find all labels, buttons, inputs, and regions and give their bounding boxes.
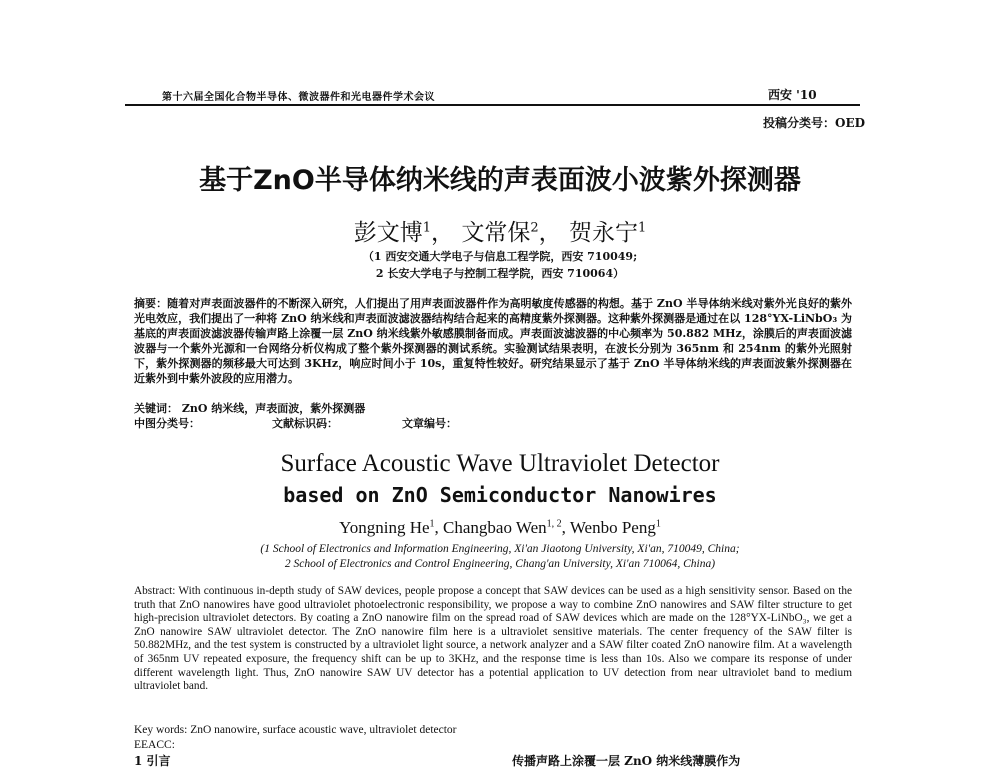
affiliation-cn-2: 2 长安大学电子与控制工程学院，西安 710064）	[375, 267, 625, 280]
doc-code-label: 文献标识码：	[272, 417, 338, 430]
author-sup: 1	[429, 518, 435, 530]
conference-header: 第十六届全国化合物半导体、微波器件和光电器件学术会议	[162, 92, 435, 103]
title-chinese: 基于ZnO半导体纳米线的声表面波小波紫外探测器	[199, 165, 801, 196]
abstract-english: Abstract: With continuous in-depth study of SAW devices, people propose a concept that SAW devices can be used as a high sensitivity sensor. Based on the truth that ZnO nanowires have good ultraviolet photoelectronic responsibility, we propose a way to combine ZnO nanowires and SAW filter structure to get high-precision ultraviolet detectors. By coating a ZnO nanowire film on the spread road of SAW devices which are made on the 128°YX-LiNbO₃, we get a ZnO nanowire SAW ultraviolet detector. The ZnO nanowire film here is a ultraviolet sensitive materials. The center frequency of the SAW filter is 50.882MHz, and the test system is constructed by a ultraviolet light source, a network analyzer and a SAW filter coated ZnO nanowire film. At a wavelength of 365nm UV repeated exposure, the frequency shift can be up to 3KHz, and the response time is less than 10s. Also we compare its response of under different wavelength light. Thus, ZnO nanowire SAW UV detector has a potential application to UV detection from near ultraviolet band to medium ultraviolet band.	[134, 585, 852, 693]
title-english-line2: based on ZnO Semiconductor Nanowires	[283, 483, 717, 507]
authors-english	[0, 518, 1000, 538]
eeacc-label: EEACC:	[134, 739, 175, 751]
abstract-cn-label: 摘要：	[134, 297, 168, 310]
submission-classification: 投稿分类号：OED	[762, 116, 865, 130]
header-rule	[125, 104, 860, 106]
author-sup: 1	[637, 220, 647, 236]
section-heading-partial: 1 引言	[134, 754, 171, 768]
author-cn: 彭文博	[353, 220, 423, 246]
author-sep: ，	[431, 220, 455, 246]
author-en: Wenbo Peng	[569, 518, 656, 537]
clc-label: 中图分类号：	[134, 417, 200, 430]
article-no-label: 文章编号：	[402, 417, 457, 430]
body-text-partial: 传播声路上涂覆一层 ZnO 纳米线薄膜作为	[512, 754, 741, 768]
keywords-english: Key words: ZnO nanowire, surface acoustic wave, ultraviolet detector	[134, 724, 457, 736]
title-english-line1: Surface Acoustic Wave Ultraviolet Detector	[280, 450, 720, 477]
author-sup: 1	[422, 220, 432, 236]
affiliation-cn-1: （1 西安交通大学电子与信息工程学院，西安 710049;	[362, 250, 638, 263]
keywords-chinese: 关键词： ZnO 纳米线，声表面波，紫外探测器	[134, 402, 366, 415]
author-en: Changbao Wen	[443, 518, 547, 537]
author-sup: 1, 2	[546, 518, 562, 530]
author-sup: 2	[530, 220, 539, 236]
author-cn: 文常保	[461, 220, 531, 246]
abstract-cn-text: 随着对声表面波器件的不断深入研究，人们提出了用声表面波器件作为高明敏度传感器的构想。基于 ZnO 半导体纳米线对紫外光良好的紫外光电效应，我们提出了一种将 ZnO 纳米线和声表面波滤波器结构结合起来的高精度紫外探测器。这种紫外探测器是通过在以 128°YX-LiNbO₃ 为基底的声表面波滤波器传输声路上涂覆一层 ZnO 纳米线紫外敏感膜制备而成。声表面波滤波器的中心频率为 50.882 MHz，涂膜后的声表面波滤波器与一个紫外光源和一台网络分析仪构成了整个紫外探测器的测试系统。实验测试结果表明，在波长分别为 365nm 和 254nm 的紫外光照射下，紫外探测器的频移最大可达到 3KHz，响应时间小于 10s，重复特性较好。研究结果显示了基于 ZnO 半导体纳米线的声表面波紫外探测器在近紫外到中紫外波段的应用潜力。	[134, 297, 853, 385]
affiliation-en-2: 2 School of Electronics and Control Engineering, Chang'an University, Xi'an 710064, China)	[284, 558, 716, 570]
location-year: 西安 '10	[768, 88, 817, 102]
author-sup: 1	[655, 518, 661, 530]
author-cn: 贺永宁	[568, 220, 638, 246]
author-sep: ,	[434, 518, 444, 537]
author-sep: ,	[561, 518, 570, 537]
classification-line	[134, 415, 457, 431]
affiliation-en-1: (1 School of Electronics and Information Engineering, Xi'an Jiaotong University, Xi'an, 710049, China;	[260, 543, 740, 555]
author-sep: ，	[538, 220, 562, 246]
abstract-chinese	[134, 296, 852, 386]
author-en: Yongning He	[339, 518, 430, 537]
authors-chinese	[0, 214, 1000, 247]
